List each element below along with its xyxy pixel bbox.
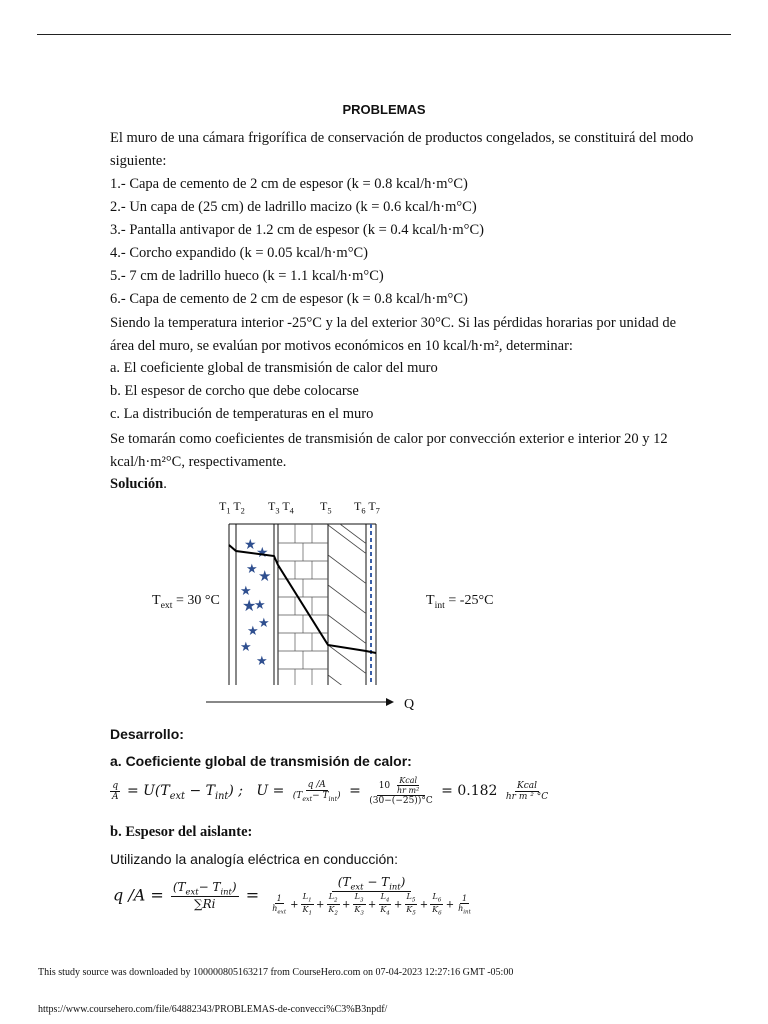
layer-6: 6.- Capa de cemento de 2 cm de espesor (k = 0.8 kcal/h·m°C) xyxy=(110,291,468,307)
intro-paragraph: El muro de una cámara frigorífica de conservación de productos congelados, se constituirá del modo siguiente: xyxy=(110,130,694,169)
star-icon: ★ xyxy=(254,597,266,612)
resistance-term: $\frac{L_5}{K_5}$ xyxy=(406,892,416,917)
label-t3-t4 xyxy=(268,499,294,515)
label-t1-t2 xyxy=(219,499,245,515)
solution-label: Solución xyxy=(110,476,164,492)
resistance-term: $\frac{L_4}{K_4}$ xyxy=(380,892,390,917)
eq-a-q: q xyxy=(112,780,119,791)
convection-paragraph: Se tomarán como coeficientes de transmisión de calor por convección exterior e interior 20 y 12 kcal/h·m²°C, respectivamente. xyxy=(110,431,668,470)
star-icon: ★ xyxy=(256,653,268,668)
eq-a-res-unit-den: hr m ² °C xyxy=(505,791,549,802)
eq-a-u-equals: U = xyxy=(256,783,285,799)
equation-b xyxy=(113,875,479,917)
eq-a-val-unit-num: Kcal xyxy=(399,776,418,785)
eq-a-u-den-mid: − T xyxy=(312,790,329,801)
eq-a-u: = U(T xyxy=(122,783,170,799)
eq-b-num1-mid: − T xyxy=(198,880,221,895)
eq-a-val-unit-den: hr m² xyxy=(397,786,420,795)
t6-letter: T xyxy=(354,499,362,513)
plus-sign: + xyxy=(290,899,299,911)
star-icon: ★ xyxy=(258,615,270,630)
page-title: PROBLEMAS xyxy=(342,102,426,117)
plus-sign: + xyxy=(393,899,403,911)
eq-b-num2-ext: ext xyxy=(350,881,364,892)
eq-a-u-den: (T xyxy=(292,790,303,801)
eq-a-u-num: q /A xyxy=(307,779,326,790)
resistance-term: $\frac{L_1}{K_1}$ xyxy=(302,892,313,917)
eq-a-u-den-ext: ext xyxy=(302,795,313,803)
star-icon: ★ xyxy=(240,583,252,598)
eq-b-num1-int: int xyxy=(220,886,232,897)
eq-a-close: ) ; xyxy=(228,783,243,799)
eq-b-den1: ∑Ri xyxy=(194,897,216,912)
t4-sub: 4 xyxy=(289,506,294,516)
top-rule xyxy=(37,34,731,35)
resistance-term: $\frac{1}{h_{ext}}$ xyxy=(272,893,287,916)
eq-b-num2-mid: − T xyxy=(363,875,390,889)
eq-b-num2: (T xyxy=(337,875,351,889)
question-c: c. La distribución de temperaturas en el muro xyxy=(110,406,374,422)
tint-letter: T xyxy=(426,593,435,608)
layer-3: 3.- Pantalla antivapor de 1.2 cm de espesor (k = 0.4 kcal/h·m°C) xyxy=(110,222,484,238)
tint-value: = -25°C xyxy=(444,593,494,608)
solution-heading xyxy=(110,476,167,493)
tint-interior-label xyxy=(426,593,493,611)
text-letter: T xyxy=(152,593,161,608)
eq-a-val-num: 10 xyxy=(378,781,391,791)
layer-4: 4.- Corcho expandido (k = 0.05 kcal/h·m°C) xyxy=(110,245,369,261)
t3-letter: T xyxy=(268,499,276,513)
text-value: = 30 °C xyxy=(172,593,220,608)
star-icon: ★ xyxy=(240,639,252,654)
plus-sign: + xyxy=(419,899,429,911)
eq-a-res-unit-num: Kcal xyxy=(516,780,537,791)
cork-stars xyxy=(240,538,271,668)
hatch-pattern xyxy=(328,524,368,705)
eq-a-u-den-close: ) xyxy=(337,790,341,801)
star-icon: ★ xyxy=(244,538,257,553)
star-icon: ★ xyxy=(246,561,258,576)
plus-sign: + xyxy=(341,899,351,911)
eq-a-ext: ext xyxy=(169,790,185,802)
eq-a-minus: − T xyxy=(185,783,215,799)
t2-letter: T xyxy=(233,499,241,513)
eq-b-num2-int: int xyxy=(389,881,401,892)
resistance-term: $\frac{1}{h_{int}}$ xyxy=(458,893,471,916)
star-icon: ★ xyxy=(247,623,259,638)
t7-sub: 7 xyxy=(375,506,380,516)
label-t6-t7 xyxy=(354,499,380,515)
layer-1: 1.- Capa de cemento de 2 cm de espesor (k = 0.8 kcal/h·m°C) xyxy=(110,176,468,192)
eq-b-num1-close: ) xyxy=(231,880,237,895)
eq-b-sum-terms xyxy=(266,892,477,916)
text-exterior-label xyxy=(152,593,220,611)
t6-sub: 6 xyxy=(361,506,366,516)
t1-letter: T xyxy=(219,499,227,513)
eq-b-num2-close: ) xyxy=(400,875,406,889)
star-icon: ★ xyxy=(256,546,269,561)
resistance-term: $\frac{L_6}{K_6}$ xyxy=(432,892,442,917)
layer-5: 5.- 7 cm de ladrillo hueco (k = 1.1 kcal/h·m°C) xyxy=(110,268,384,284)
section-a-heading: a. Coeficiente global de transmisión de calor: xyxy=(110,753,412,769)
eq-b-num1-ext: ext xyxy=(185,886,199,897)
eq-b-lhs: q /A = xyxy=(113,885,164,905)
question-a: a. El coeficiente global de transmisión de calor del muro xyxy=(110,360,438,376)
layer-2: 2.- Un capa de (25 cm) de ladrillo macizo (k = 0.6 kcal/h·m°C) xyxy=(110,199,477,215)
label-t5 xyxy=(320,499,332,515)
arrow-right-icon xyxy=(386,698,394,706)
eq-a-u-den-int: int xyxy=(328,795,338,803)
t1-sub: 1 xyxy=(226,506,231,516)
eq-a-val-den: (30−(−25))°C xyxy=(369,796,433,806)
section-b-heading: b. Espesor del aislante: xyxy=(110,824,253,840)
conditions-paragraph: Siendo la temperatura interior -25°C y la del exterior 30°C. Si las pérdidas horarias por unidad de área del muro, se evalúan por motivos económicos en 10 kcal/h·m², determinar: xyxy=(110,315,677,354)
footer-source: This study source was downloaded by 100000805163217 from CourseHero.com on 07-04-2023 12:27:16 GMT -05:00 xyxy=(38,967,514,978)
footer-url[interactable]: https://www.coursehero.com/file/64882343/PROBLEMAS-de-convecci%C3%B3npdf/ xyxy=(38,1004,388,1015)
plus-sign: + xyxy=(445,899,455,911)
t5-sub: 5 xyxy=(327,506,332,516)
t4-letter: T xyxy=(282,499,290,513)
eq-a-area: A xyxy=(112,791,119,802)
eq-b-equals: = xyxy=(245,885,260,905)
eq-a-int: int xyxy=(214,790,229,802)
equation-a xyxy=(108,776,552,806)
plus-sign: + xyxy=(316,899,325,911)
star-icon: ★ xyxy=(242,598,257,615)
eq-a-equals: = xyxy=(349,783,361,799)
t2-sub: 2 xyxy=(240,506,245,516)
wall-diagram xyxy=(200,515,400,715)
t5-letter: T xyxy=(320,499,328,513)
star-icon: ★ xyxy=(258,569,272,585)
desarrollo-heading: Desarrollo: xyxy=(110,726,184,742)
resistance-term: $\frac{L_2}{K_2}$ xyxy=(328,892,338,917)
resistance-term: $\frac{L_3}{K_3}$ xyxy=(354,892,364,917)
analogy-text: Utilizando la analogía eléctrica en conducción: xyxy=(110,851,398,867)
question-b: b. El espesor de corcho que debe colocarse xyxy=(110,383,359,399)
eq-a-result: = 0.182 xyxy=(441,783,498,799)
solution-dot: . xyxy=(163,476,167,492)
t3-sub: 3 xyxy=(275,506,280,516)
text-sub: ext xyxy=(160,599,173,611)
eq-b-num1: (T xyxy=(172,880,186,895)
t7-letter: T xyxy=(368,499,376,513)
plus-sign: + xyxy=(367,899,377,911)
q-label: Q xyxy=(404,697,415,712)
tint-sub: int xyxy=(434,599,445,611)
